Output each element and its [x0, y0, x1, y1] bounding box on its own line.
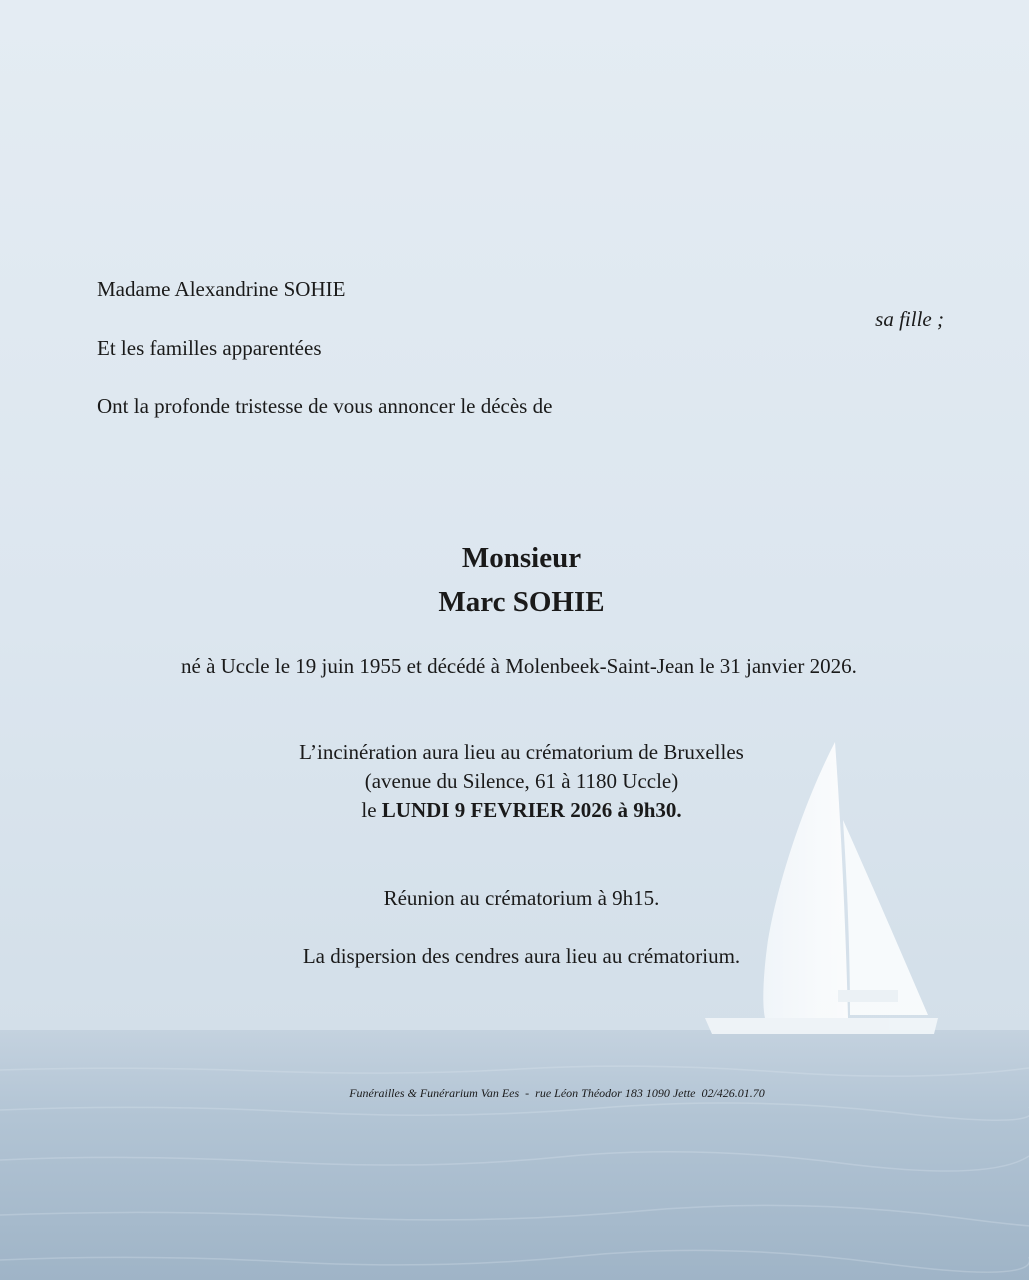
ashes-dispersion: La dispersion des cendres aura lieu au crématorium.	[302, 944, 741, 968]
ceremony-address: (avenue du Silence, 61 à 1180 Uccle)	[364, 769, 679, 793]
announcer-relation: sa fille ;	[875, 307, 944, 331]
family-line: Et les familles apparentées	[97, 336, 322, 360]
deceased-title: Monsieur	[461, 542, 582, 574]
meeting-time: Réunion au crématorium à 9h15.	[383, 886, 660, 910]
ceremony-date-prefix: le	[361, 798, 382, 822]
announcer-name: Madame Alexandrine SOHIE	[97, 277, 346, 301]
ceremony-date	[7, 800, 1029, 821]
deceased-name: Marc SOHIE	[438, 586, 605, 618]
funeral-home-footer: Funérailles & Funérarium Van Ees - rue Léon Théodor 183 1090 Jette 02/426.01.70	[349, 1086, 765, 1100]
ceremony-date-bold: LUNDI 9 FEVRIER 2026 à 9h30.	[381, 798, 682, 822]
birth-death-details: né à Uccle le 19 juin 1955 et décédé à Molenbeek-Saint-Jean le 31 janvier 2026.	[181, 654, 857, 678]
announcement-line: Ont la profonde tristesse de vous annoncer le décès de	[97, 394, 553, 418]
ceremony-location: L’incinération aura lieu au crématorium de Bruxelles	[299, 740, 744, 764]
